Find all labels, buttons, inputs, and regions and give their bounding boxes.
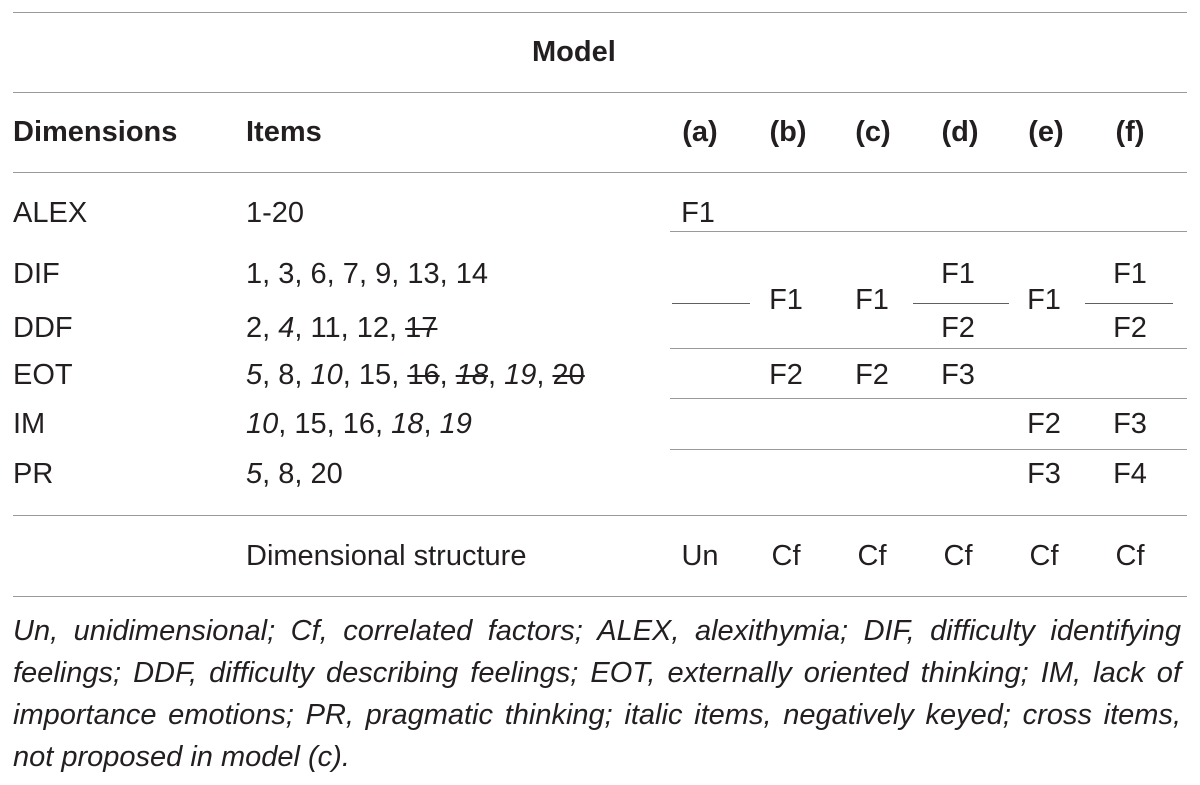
factor-dif-d: F1	[941, 258, 975, 290]
structure-a: Un	[681, 540, 719, 572]
col-header-items: Items	[246, 116, 322, 148]
model-header: Model	[532, 36, 616, 68]
bottom-rule	[13, 596, 1187, 597]
row-dimension-im: IM	[13, 408, 46, 440]
col-header-d: (d)	[941, 116, 979, 148]
item-number: 8	[278, 359, 295, 391]
item-number: 14	[455, 258, 488, 290]
col-header-a: (a)	[682, 116, 718, 148]
col-header-e: (e)	[1028, 116, 1064, 148]
row-dimension-alex: ALEX	[13, 197, 88, 229]
item-number: 1	[246, 258, 263, 290]
divider-d-dif-ddf	[913, 303, 1009, 304]
row-items-ddf: 2, 4, 11, 12, 17	[246, 312, 438, 344]
factor-eot-d: F3	[941, 359, 975, 391]
item-number: 20	[552, 359, 585, 391]
factor-alex-a: F1	[681, 197, 715, 229]
col-header-dimensions: Dimensions	[13, 116, 178, 148]
structure-e: Cf	[1029, 540, 1059, 572]
item-number: 10	[310, 359, 343, 391]
alex-rule	[670, 231, 1187, 232]
structure-d: Cf	[943, 540, 973, 572]
item-number: 16	[342, 408, 376, 440]
row-dimension-eot: EOT	[13, 359, 73, 391]
item-number: 12	[356, 312, 390, 344]
row-dimension-ddf: DDF	[13, 312, 73, 344]
item-number: 19	[439, 408, 472, 440]
factor-im-e: F2	[1027, 408, 1061, 440]
model-rule	[13, 92, 1187, 93]
top-rule	[13, 12, 1187, 13]
row-items-alex	[246, 197, 304, 229]
table-footnote: Un, unidimensional; Cf, correlated factors; ALEX, alexithymia; DIF, difficulty identifying feelings; DDF, difficulty describing feelings; EOT, externally oriented thinking; IM, lack of importance emotions; PR, pragmatic thinking; italic items, negatively keyed; cross items, not proposed in model (c).	[13, 615, 1181, 773]
factor-eot-b: F2	[769, 359, 803, 391]
factor-pr-e: F3	[1027, 458, 1061, 490]
row-items-dif: 1, 3, 6, 7, 9, 13, 14	[246, 258, 488, 290]
item-number: 19	[504, 359, 537, 391]
item-number: 17	[405, 312, 438, 344]
item-number: 15	[294, 408, 327, 440]
factor-im-f: F3	[1113, 408, 1147, 440]
row-items-im: 10, 15, 16, 18, 19	[246, 408, 472, 440]
col-header-c: (c)	[855, 116, 891, 148]
item-number: 15	[358, 359, 392, 391]
divider-a-dif-ddf	[672, 303, 750, 304]
divider-f-dif-ddf	[1085, 303, 1173, 304]
structure-f: Cf	[1115, 540, 1145, 572]
col-header-f: (f)	[1115, 116, 1145, 148]
item-number: 11	[310, 312, 341, 344]
row-items-pr: 5, 8, 20	[246, 458, 343, 490]
item-number: 5	[246, 458, 263, 490]
item-number: 5	[246, 359, 263, 391]
eot-rule	[670, 398, 1187, 399]
factor-dif-f: F1	[1113, 258, 1147, 290]
row-items-eot: 5, 8, 10, 15, 16, 18, 19, 20	[246, 359, 585, 391]
item-number: 1-20	[246, 197, 305, 229]
structure-c: Cf	[857, 540, 887, 572]
item-number: 10	[246, 408, 279, 440]
col-header-b: (b)	[769, 116, 807, 148]
item-number: 18	[455, 359, 488, 391]
factor-pr-f: F4	[1113, 458, 1147, 490]
item-number: 3	[278, 258, 295, 290]
row-dimension-dif: DIF	[13, 258, 60, 290]
row-dimension-pr: PR	[13, 458, 54, 490]
factor-eot-c: F2	[855, 359, 889, 391]
body-end-rule	[13, 515, 1187, 516]
ddf-rule	[670, 348, 1187, 349]
item-number: 4	[278, 312, 295, 344]
structure-b: Cf	[771, 540, 801, 572]
item-number: 7	[342, 258, 359, 290]
item-number: 13	[407, 258, 440, 290]
im-rule	[670, 449, 1187, 450]
factor-dif-ddf-eot-e: F1	[1027, 284, 1061, 316]
item-number: 8	[278, 458, 295, 490]
item-number: 18	[391, 408, 424, 440]
item-number: 2	[246, 312, 263, 344]
factor-dif-ddf-c: F1	[855, 284, 889, 316]
factor-ddf-f: F2	[1113, 312, 1147, 344]
item-number: 6	[310, 258, 327, 290]
item-number: 9	[375, 258, 392, 290]
item-number: 20	[310, 458, 343, 490]
factor-dif-ddf-b: F1	[769, 284, 803, 316]
header-rule	[13, 172, 1187, 173]
factor-ddf-d: F2	[941, 312, 975, 344]
structure-label: Dimensional structure	[246, 540, 527, 572]
item-number: 16	[407, 359, 440, 391]
